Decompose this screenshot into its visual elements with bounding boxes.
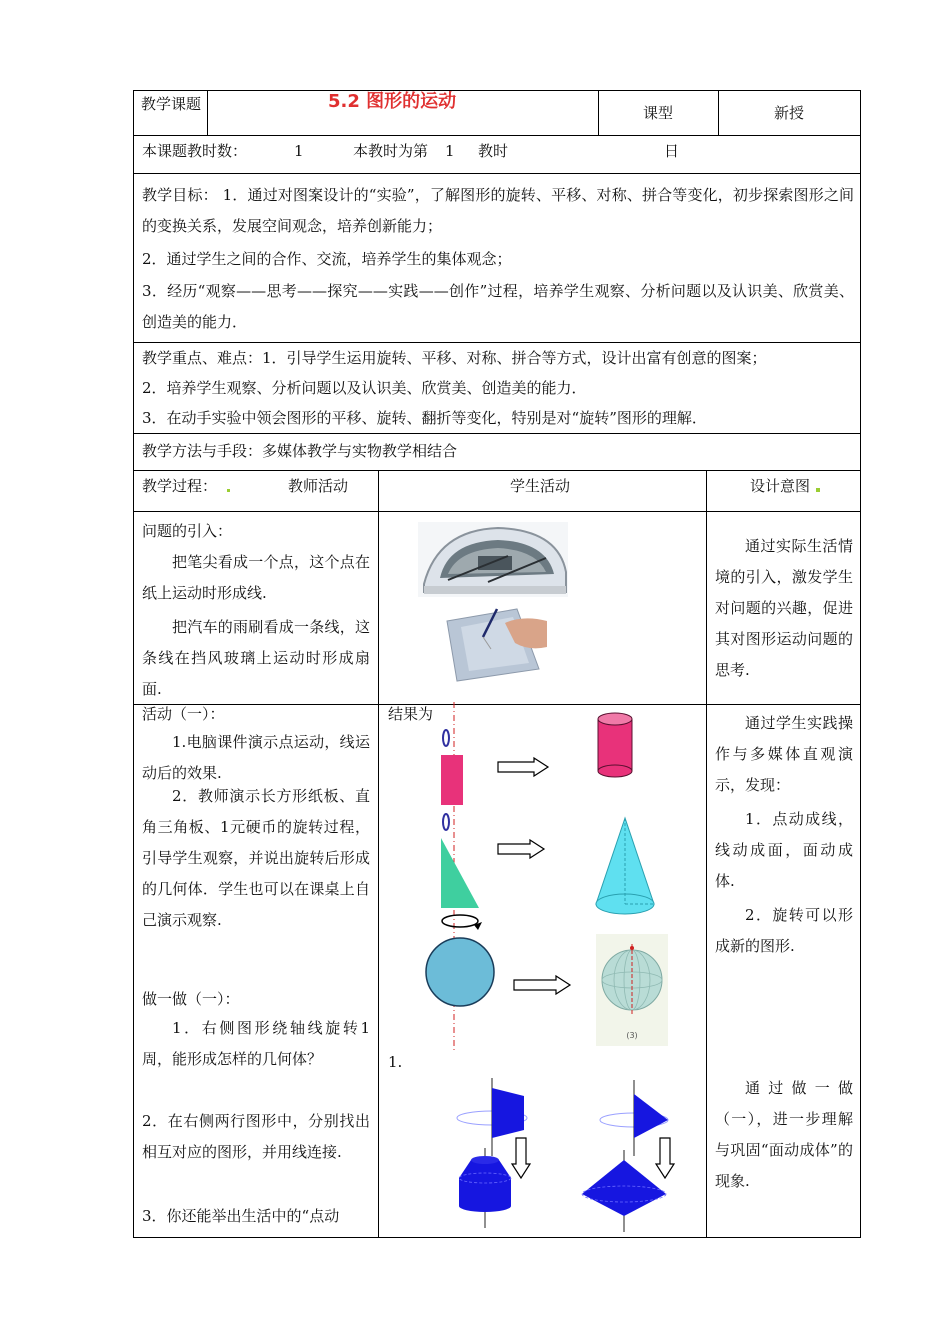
student-activity-label: 学生活动 — [510, 477, 571, 495]
double-cone-solid — [580, 1150, 670, 1232]
hours-count: 1 — [294, 142, 304, 160]
practice-intent: 通过做一做（一），进一步理解与巩固“面动成体”的现象. — [715, 1079, 853, 1190]
sphere-caption: (3) — [626, 1031, 638, 1040]
current-label: 本教时为第 — [353, 142, 429, 160]
goal-3: 3．经历“观察——思考——探究——实践——创作”过程，培养学生观察、分析问题以及认识美、欣赏美、创造美的能力． — [142, 282, 854, 331]
cylinder-shape — [597, 712, 633, 778]
rotation-ring-icon — [440, 912, 484, 934]
marker-dot — [816, 488, 820, 492]
current-num: 1 — [445, 142, 455, 160]
sphere-image — [596, 934, 668, 1046]
activity-heading: 活动（一）： — [142, 705, 225, 723]
hours-label: 本课题教时数： — [142, 142, 248, 160]
right-arrow-icon — [514, 976, 572, 994]
header-row — [133, 90, 861, 136]
practice-q2: 2．在右侧两行图形中，分别找出相互对应的图形，并用线连接. — [142, 1112, 370, 1161]
activity-intent-1: 1．点动成线，线动成面，面动成体. — [715, 810, 853, 890]
divider — [207, 90, 208, 136]
goal-2: 2．通过学生之间的合作、交流，培养学生的集体观念； — [142, 250, 512, 268]
rotation-arrow-icon — [438, 728, 458, 748]
right-arrow-icon — [498, 840, 546, 858]
car-windshield-image — [418, 522, 568, 597]
rotation-arrow-icon — [438, 812, 458, 832]
hours-unit: 教时 — [478, 142, 509, 160]
rectangle-shape — [441, 755, 463, 805]
activity-item-1: 1.电脑课件演示点运动，线运动后的效果. — [142, 733, 370, 782]
intro-para-1: 把笔尖看成一个点，这个点在纸上运动时形成线. — [142, 553, 370, 602]
divider — [378, 470, 379, 1238]
activity-item-2: 2．教师演示长方形纸板、直角三角板、1元硬币的旋转过程，引导学生观察，并说出旋转后形成的几何体．学生也可以在课桌上自己演示观察. — [142, 787, 370, 929]
course-label: 教学课题 — [140, 95, 201, 113]
practice-heading: 做一做（一）： — [142, 990, 240, 1008]
type-value: 新授 — [774, 104, 805, 122]
type-label: 课型 — [643, 104, 674, 122]
intro-heading: 问题的引入： — [142, 522, 233, 540]
teacher-activity-label: 教师活动 — [288, 477, 349, 495]
right-arrow-icon — [498, 758, 550, 776]
marker-dot — [227, 489, 230, 492]
divider — [598, 90, 599, 136]
intro-para-2: 把汽车的雨刷看成一条线，这条线在挡风玻璃上运动时形成扇面. — [142, 618, 370, 698]
design-intent-label: 设计意图 — [750, 477, 811, 495]
goal-1: 教学目标： 1．通过对图案设计的“实验”，了解图形的旋转、平移、对称、拼合等变化，初步探索图形之间的变换关系，发展空间观念，培养创新能力； — [142, 186, 854, 235]
method-text: 教学方法与手段：多媒体教学与实物教学相结合 — [142, 442, 458, 460]
page-title: 5.2 图形的运动 — [328, 91, 457, 112]
activity-intent-intro: 通过学生实践操作与多媒体直观演示，发现： — [715, 714, 853, 794]
circle-shape — [424, 936, 496, 1008]
divider — [706, 470, 707, 1238]
process-label: 教学过程： — [142, 477, 218, 495]
key-point-2: 2．培养学生观察、分析问题以及认识美、欣赏美、创造美的能力． — [142, 379, 587, 397]
practice-number: 1. — [388, 1053, 403, 1071]
hours-day: 日 — [664, 142, 680, 160]
cone-shape — [594, 818, 656, 918]
frustum-cylinder-solid — [459, 1148, 519, 1228]
result-label: 结果为 — [388, 705, 434, 723]
triangle-shape — [441, 838, 481, 910]
key-point-1: 教学重点、难点：1．引导学生运用旋转、平移、对称、拼合等方式，设计出富有创意的图案； — [142, 349, 767, 367]
practice-q3: 3．你还能举出生活中的“点动 — [142, 1207, 340, 1225]
divider — [718, 90, 719, 136]
intro-intent: 通过实际生活情境的引入，激发学生对问题的兴趣，促进其对图形运动问题的思考. — [715, 537, 853, 679]
pen-writing-image — [443, 607, 551, 682]
practice-q1: 1．右侧图形绕轴线旋转1周，能形成怎样的几何体？ — [142, 1019, 370, 1068]
activity-intent-2: 2．旋转可以形成新的图形. — [715, 906, 853, 955]
key-point-3: 3．在动手实验中领会图形的平移、旋转、翻折等变化，特别是对“旋转”图形的理解． — [142, 409, 707, 427]
